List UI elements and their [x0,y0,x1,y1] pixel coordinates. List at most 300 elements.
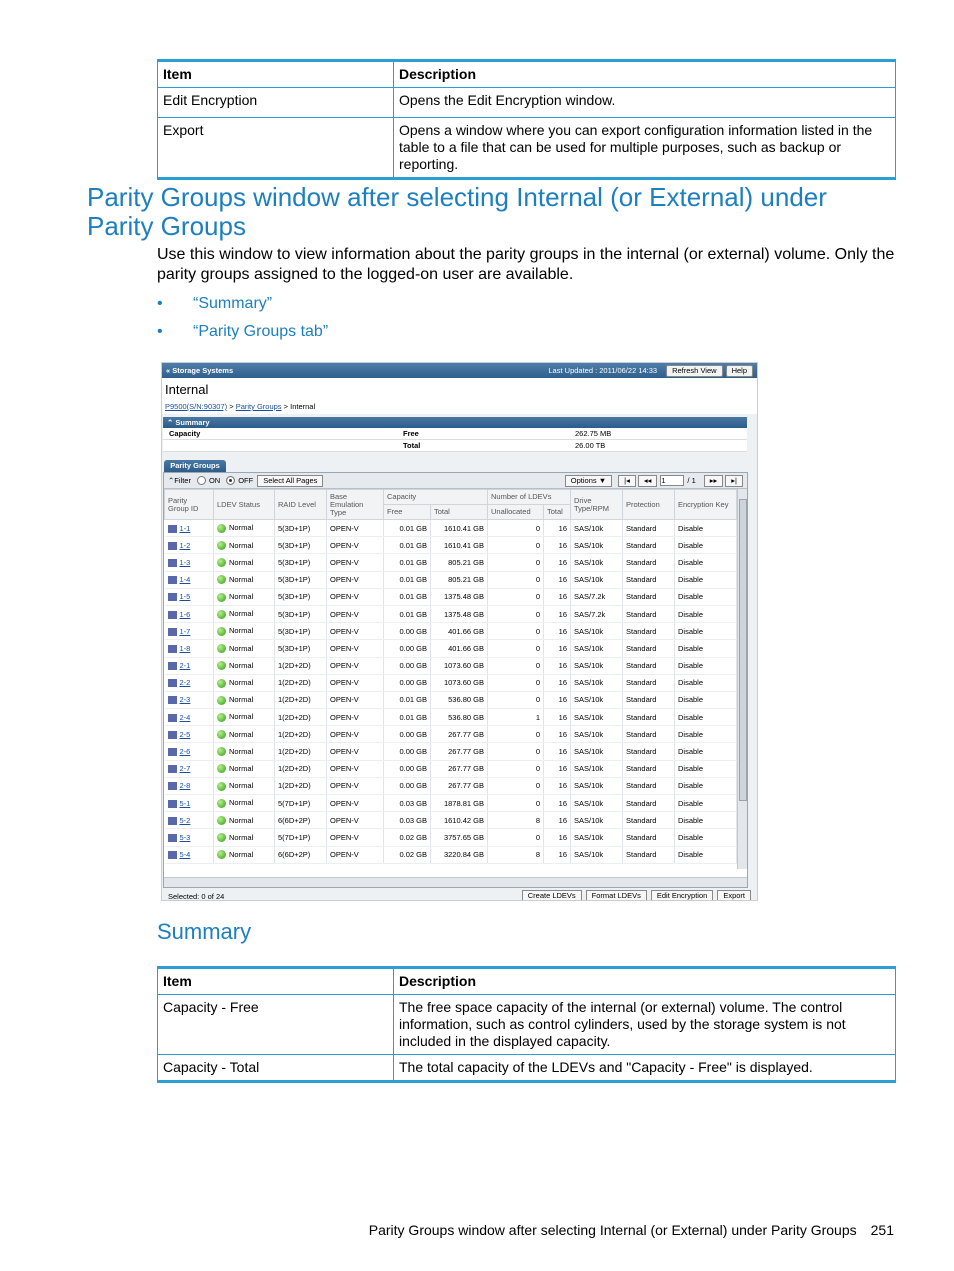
grid-cell: 0.00 GB [384,657,431,674]
status-text: Normal [229,592,254,602]
status-text: Normal [229,574,254,584]
grid-cell: OPEN-V [327,674,384,691]
grid-cell: 0 [488,795,544,812]
grid-cell: 1073.60 GB [431,657,488,674]
status-text: Normal [229,660,254,670]
table-row[interactable] [165,640,737,657]
top-description-table [157,59,896,180]
parity-group-icon [168,765,177,773]
grid-cell: 0.00 GB [384,777,431,794]
grid-cell: 0.01 GB [384,605,431,622]
col-unallocated[interactable]: Unallocated [488,505,544,520]
grid-cell: OPEN-V [327,588,384,605]
parity-group-link[interactable]: 5-1 [179,798,191,808]
grid-cell: OPEN-V [327,726,384,743]
parity-group-icon [168,611,177,619]
grid-cell: 1(2D+2D) [275,743,327,760]
status-normal-icon [217,558,226,567]
parity-group-id-cell[interactable] [165,812,214,829]
grid-cell: 5(3D+1P) [275,640,327,657]
parity-group-link[interactable]: 2-5 [179,729,191,739]
ldev-status-cell [214,726,275,743]
table-cell-description: Opens the Edit Encryption window. [394,88,896,118]
grid-cell: 0 [488,743,544,760]
col-ldev-status[interactable]: LDEV Status [214,490,275,520]
grid-cell: 16 [544,605,571,622]
parity-group-icon [168,542,177,550]
parity-group-id-cell[interactable] [165,795,214,812]
grid-cell: Standard [623,640,675,657]
grid-cell: 0.03 GB [384,812,431,829]
parity-group-id-cell[interactable] [165,760,214,777]
ldev-status-cell [214,829,275,846]
grid-cell: 1(2D+2D) [275,657,327,674]
status-text: Normal [229,523,254,533]
grid-cell: 1610.41 GB [431,520,488,537]
grid-cell: 16 [544,554,571,571]
grid-cell: 536.80 GB [431,709,488,726]
parity-group-link[interactable]: 2-3 [179,695,191,705]
parity-group-id-cell[interactable] [165,571,214,588]
grid-cell: 6(6D+2P) [275,812,327,829]
grid-cell: 536.80 GB [431,691,488,708]
parity-groups-screenshot [161,362,758,901]
grid-cell: Standard [623,537,675,554]
table-row[interactable] [165,726,737,743]
total-label: Total [397,440,569,452]
status-text: Normal [229,643,254,653]
parity-group-link[interactable]: 1-5 [179,592,191,602]
collapse-icon: ⌃ [167,418,176,427]
grid-cell: 0 [488,760,544,777]
help-button[interactable]: Help [726,365,753,377]
grid-cell: 0 [488,657,544,674]
grid-cell: Standard [623,520,675,537]
tab-parity-groups[interactable]: Parity Groups [164,460,226,472]
grid-cell: 5(3D+1P) [275,623,327,640]
list-item[interactable] [157,293,328,321]
page-number-input[interactable]: 1 [660,475,684,486]
grid-cell: 16 [544,657,571,674]
capacity-label: Capacity [163,428,397,440]
table-row[interactable] [165,537,737,554]
grid-cell: Disable [675,743,737,760]
col-total[interactable]: Total [431,505,488,520]
parity-group-link[interactable]: 1-4 [179,575,191,585]
grid-cell: 267.77 GB [431,726,488,743]
grid-cell: OPEN-V [327,795,384,812]
grid-cell: 16 [544,537,571,554]
ldev-status-cell [214,588,275,605]
grid-cell: 1 [488,709,544,726]
table-header-description: Description [394,61,896,88]
grid-cell: Disable [675,554,737,571]
col-protection[interactable]: Protection [623,490,675,520]
status-normal-icon [217,541,226,550]
grid-cell: 0 [488,640,544,657]
status-text: Normal [229,678,254,688]
last-page-icon[interactable]: ▸| [725,475,743,487]
parity-group-id-cell[interactable] [165,554,214,571]
grid-cell: Disable [675,691,737,708]
breadcrumb: P9500(S/N:90307) > Parity Groups > Internal [162,400,757,414]
grid-cell: OPEN-V [327,709,384,726]
table-row[interactable] [165,829,737,846]
grid-cell: OPEN-V [327,846,384,863]
selected-count: Selected: 0 of 24 [168,891,225,901]
breadcrumb-parity-groups[interactable]: Parity Groups [235,402,282,411]
table-row[interactable] [165,691,737,708]
grid-cell: SAS/10k [571,777,623,794]
summary-panel-header[interactable] [163,417,747,428]
status-text: Normal [229,557,254,567]
refresh-view-button[interactable]: Refresh View [666,365,722,377]
status-normal-icon [217,593,226,602]
grid-cell: 16 [544,691,571,708]
grid-cell: SAS/7.2k [571,605,623,622]
table-row[interactable] [165,709,737,726]
grid-cell: 16 [544,640,571,657]
grid-cell: Disable [675,795,737,812]
grid-cell: Disable [675,777,737,794]
status-text: Normal [229,746,254,756]
parity-groups-panel [163,472,748,888]
filter-bar [164,473,747,489]
ldev-status-cell [214,605,275,622]
status-text: Normal [229,695,254,705]
grid-cell: 267.77 GB [431,760,488,777]
parity-group-id-cell[interactable] [165,605,214,622]
status-normal-icon [217,661,226,670]
parity-group-link[interactable]: 1-6 [179,609,191,619]
ldev-status-cell [214,743,275,760]
table-row[interactable] [165,623,737,640]
grid-cell: Standard [623,588,675,605]
ldev-status-cell [214,657,275,674]
filter-on-label: ON [208,476,221,485]
grid-cell: 6(6D+2P) [275,846,327,863]
parity-group-link[interactable]: 2-2 [179,678,191,688]
grid-cell: 16 [544,777,571,794]
grid-cell: OPEN-V [327,571,384,588]
grid-cell: 1(2D+2D) [275,691,327,708]
table-row[interactable] [165,554,737,571]
ldev-status-cell [214,520,275,537]
col-emulation-type[interactable]: Base Emulation Type [327,490,384,520]
table-row[interactable] [165,743,737,760]
parity-group-id-cell[interactable] [165,588,214,605]
grid-cell: 0.02 GB [384,846,431,863]
grid-cell: 401.66 GB [431,640,488,657]
grid-cell: SAS/10k [571,520,623,537]
parity-group-link[interactable]: 5-4 [179,850,191,860]
parity-group-icon [168,525,177,533]
parity-group-link[interactable]: 1-2 [179,540,191,550]
col-free[interactable]: Free [384,505,431,520]
grid-cell: 1(2D+2D) [275,709,327,726]
grid-cell: OPEN-V [327,623,384,640]
status-normal-icon [217,730,226,739]
col-encryption-key[interactable]: Encryption Key [675,490,737,520]
status-normal-icon [217,799,226,808]
grid-cell: Disable [675,657,737,674]
parity-group-id-cell[interactable] [165,657,214,674]
filter-off-label: OFF [238,476,254,485]
table-header-description: Description [394,968,896,995]
grid-cell: 0 [488,691,544,708]
grid-cell: SAS/10k [571,674,623,691]
grid-cell: 0 [488,605,544,622]
table-row[interactable] [165,812,737,829]
table-row[interactable] [165,588,737,605]
col-ldev-total[interactable]: Total [544,505,571,520]
parity-group-link[interactable]: 5-3 [179,832,191,842]
col-drive-type[interactable]: Drive Type/RPM [571,490,623,520]
grid-cell: 0.00 GB [384,674,431,691]
parity-group-id-cell[interactable] [165,726,214,743]
table-cell-item: Edit Encryption [158,88,394,118]
grid-cell: 0 [488,674,544,691]
parity-group-link[interactable]: 2-6 [179,747,191,757]
grid-cell: Disable [675,588,737,605]
grid-cell: Disable [675,760,737,777]
options-button[interactable]: Options ▼ [565,475,612,487]
parity-group-link[interactable]: 1-3 [179,557,191,567]
grid-cell: 0.02 GB [384,829,431,846]
col-group-capacity: Capacity [384,490,488,505]
first-page-icon[interactable]: |◂ [618,475,636,487]
col-parity-group-id[interactable]: Parity Group ID [165,490,214,520]
grid-cell: 0.03 GB [384,795,431,812]
grid-cell: SAS/10k [571,554,623,571]
summary-panel-label: Summary [175,418,210,427]
status-normal-icon [217,833,226,842]
ldev-status-cell [214,795,275,812]
parity-group-icon [168,782,177,790]
table-cell-item: Capacity - Free [158,995,394,1055]
footer-text: Parity Groups window after selecting Internal (or External) under Parity Groups [368,1222,857,1238]
grid-cell: 0 [488,537,544,554]
parity-group-id-cell[interactable] [165,537,214,554]
grid-cell: OPEN-V [327,520,384,537]
grid-cell: SAS/10k [571,623,623,640]
parity-group-id-cell[interactable] [165,829,214,846]
grid-cell: 5(3D+1P) [275,588,327,605]
grid-cell: 16 [544,760,571,777]
storage-systems-link[interactable]: « Storage Systems [166,366,234,375]
list-item[interactable] [157,321,328,349]
bottom-bar [162,888,757,901]
parity-group-icon [168,645,177,653]
parity-group-icon [168,593,177,601]
ldev-status-cell [214,812,275,829]
grid-cell: Disable [675,571,737,588]
status-normal-icon [217,816,226,825]
grid-cell: Standard [623,709,675,726]
grid-cell: 16 [544,709,571,726]
parity-group-id-cell[interactable] [165,777,214,794]
link-list [157,293,328,349]
parity-group-icon [168,800,177,808]
grid-cell: Disable [675,812,737,829]
breadcrumb-current: Internal [290,402,316,411]
grid-cell: SAS/10k [571,640,623,657]
create-ldevs-button[interactable]: Create LDEVs [522,890,582,901]
ldev-status-cell [214,777,275,794]
parity-group-link[interactable]: 2-1 [179,661,191,671]
grid-cell: 5(3D+1P) [275,554,327,571]
breadcrumb-storage[interactable]: P9500(S/N:90307) [165,402,228,411]
table-row [158,88,896,118]
parity-group-link[interactable]: 1-1 [179,523,191,533]
col-group-ldevs: Number of LDEVs [488,490,571,505]
table-cell-description: The free space capacity of the internal (or external) volume. The control information, such as control cylinders, used by the storage system is not included in the displayed capacity. [394,995,896,1055]
status-normal-icon [217,610,226,619]
grid-cell: Standard [623,726,675,743]
status-text: Normal [229,781,254,791]
format-ldevs-button[interactable]: Format LDEVs [586,890,647,901]
grid-cell: 0.00 GB [384,726,431,743]
top-bar [162,363,757,378]
summary-heading: Summary [157,919,252,944]
parity-group-link[interactable]: 5-2 [179,815,191,825]
next-page-icon[interactable]: ▸▸ [704,475,724,487]
grid-cell: 0.00 GB [384,640,431,657]
grid-cell: 0 [488,520,544,537]
parity-group-id-cell[interactable] [165,640,214,657]
edit-encryption-button[interactable]: Edit Encryption [651,890,713,901]
grid-cell: 16 [544,588,571,605]
grid-cell: 16 [544,743,571,760]
grid-cell: 1610.42 GB [431,812,488,829]
last-updated: Last Updated : 2011/06/22 14:33 [548,366,658,375]
status-text: Normal [229,763,254,773]
grid-cell: SAS/10k [571,709,623,726]
status-normal-icon [217,713,226,722]
grid-cell: Disable [675,640,737,657]
status-text: Normal [229,815,254,825]
parity-group-id-cell[interactable] [165,674,214,691]
grid-cell: 0 [488,588,544,605]
parity-group-id-cell[interactable] [165,691,214,708]
parity-group-link[interactable]: 1-7 [179,626,191,636]
grid-cell: 0.01 GB [384,537,431,554]
parity-group-link[interactable]: 1-8 [179,643,191,653]
parity-group-id-cell[interactable] [165,709,214,726]
grid-cell: Disable [675,520,737,537]
filter-off-radio[interactable] [226,476,235,485]
grid-cell: SAS/10k [571,743,623,760]
grid-cell: Standard [623,846,675,863]
grid-cell: 0.01 GB [384,554,431,571]
grid-cell: 3220.84 GB [431,846,488,863]
grid-cell: 1(2D+2D) [275,674,327,691]
parity-group-icon [168,628,177,636]
grid-cell: 5(7D+1P) [275,829,327,846]
parity-groups-tab-link[interactable]: “Parity Groups tab” [193,323,329,340]
free-value: 262.75 MB [569,428,747,440]
grid-cell: SAS/10k [571,812,623,829]
table-row[interactable] [165,795,737,812]
parity-group-icon [168,817,177,825]
grid-cell: SAS/7.2k [571,588,623,605]
parity-group-id-cell[interactable] [165,520,214,537]
grid-cell: 1878.81 GB [431,795,488,812]
grid-cell: SAS/10k [571,657,623,674]
parity-group-id-cell[interactable] [165,623,214,640]
bullet-icon: • [157,295,163,312]
parity-group-link[interactable]: 2-4 [179,712,191,722]
grid-cell: OPEN-V [327,605,384,622]
grid-cell: 0.00 GB [384,760,431,777]
filter-icon[interactable]: ⌃ [168,476,175,485]
ldev-status-cell [214,554,275,571]
export-button[interactable]: Export [717,890,751,901]
total-value: 26.00 TB [569,440,747,452]
grid-cell: 5(3D+1P) [275,571,327,588]
parity-group-link[interactable]: 2-8 [179,781,191,791]
grid-cell: SAS/10k [571,846,623,863]
grid-cell: Disable [675,537,737,554]
summary-link[interactable]: “Summary” [193,295,273,312]
status-normal-icon [217,524,226,533]
grid-cell: OPEN-V [327,554,384,571]
table-row[interactable] [165,520,737,537]
table-cell-description: Opens a window where you can export configuration information listed in the table to a file that can be used for multiple purposes, such as backup or reporting. [394,118,896,179]
scroll-thumb[interactable] [739,499,747,801]
grid-cell: SAS/10k [571,829,623,846]
parity-group-icon [168,662,177,670]
grid-body [165,520,737,864]
parity-group-link[interactable]: 2-7 [179,764,191,774]
grid-cell: Disable [675,846,737,863]
parity-group-icon [168,679,177,687]
col-raid-level[interactable]: RAID Level [275,490,327,520]
table-row[interactable] [165,846,737,863]
grid-cell: 5(7D+1P) [275,795,327,812]
status-normal-icon [217,575,226,584]
table-row[interactable] [165,657,737,674]
grid-cell: 1610.41 GB [431,537,488,554]
table-row[interactable] [165,571,737,588]
grid-cell: 16 [544,812,571,829]
vertical-scrollbar[interactable] [737,489,747,869]
grid-cell: 0.00 GB [384,743,431,760]
table-row [158,995,896,1055]
ldev-status-cell [214,571,275,588]
table-row[interactable] [165,605,737,622]
horizontal-scrollbar[interactable] [164,877,747,887]
table-row[interactable] [165,674,737,691]
table-row[interactable] [165,777,737,794]
status-normal-icon [217,747,226,756]
grid-cell: Disable [675,674,737,691]
status-text: Normal [229,712,254,722]
grid-cell: 0 [488,571,544,588]
status-text: Normal [229,729,254,739]
grid-cell: 16 [544,829,571,846]
ldev-status-cell [214,691,275,708]
parity-group-id-cell[interactable] [165,743,214,760]
grid-cell: 16 [544,520,571,537]
filter-on-radio[interactable] [197,476,206,485]
prev-page-icon[interactable]: ◂◂ [638,475,658,487]
select-all-pages-button[interactable]: Select All Pages [257,475,323,487]
grid-cell: 16 [544,795,571,812]
table-row[interactable] [165,760,737,777]
parity-group-id-cell[interactable] [165,846,214,863]
grid-cell: 8 [488,846,544,863]
